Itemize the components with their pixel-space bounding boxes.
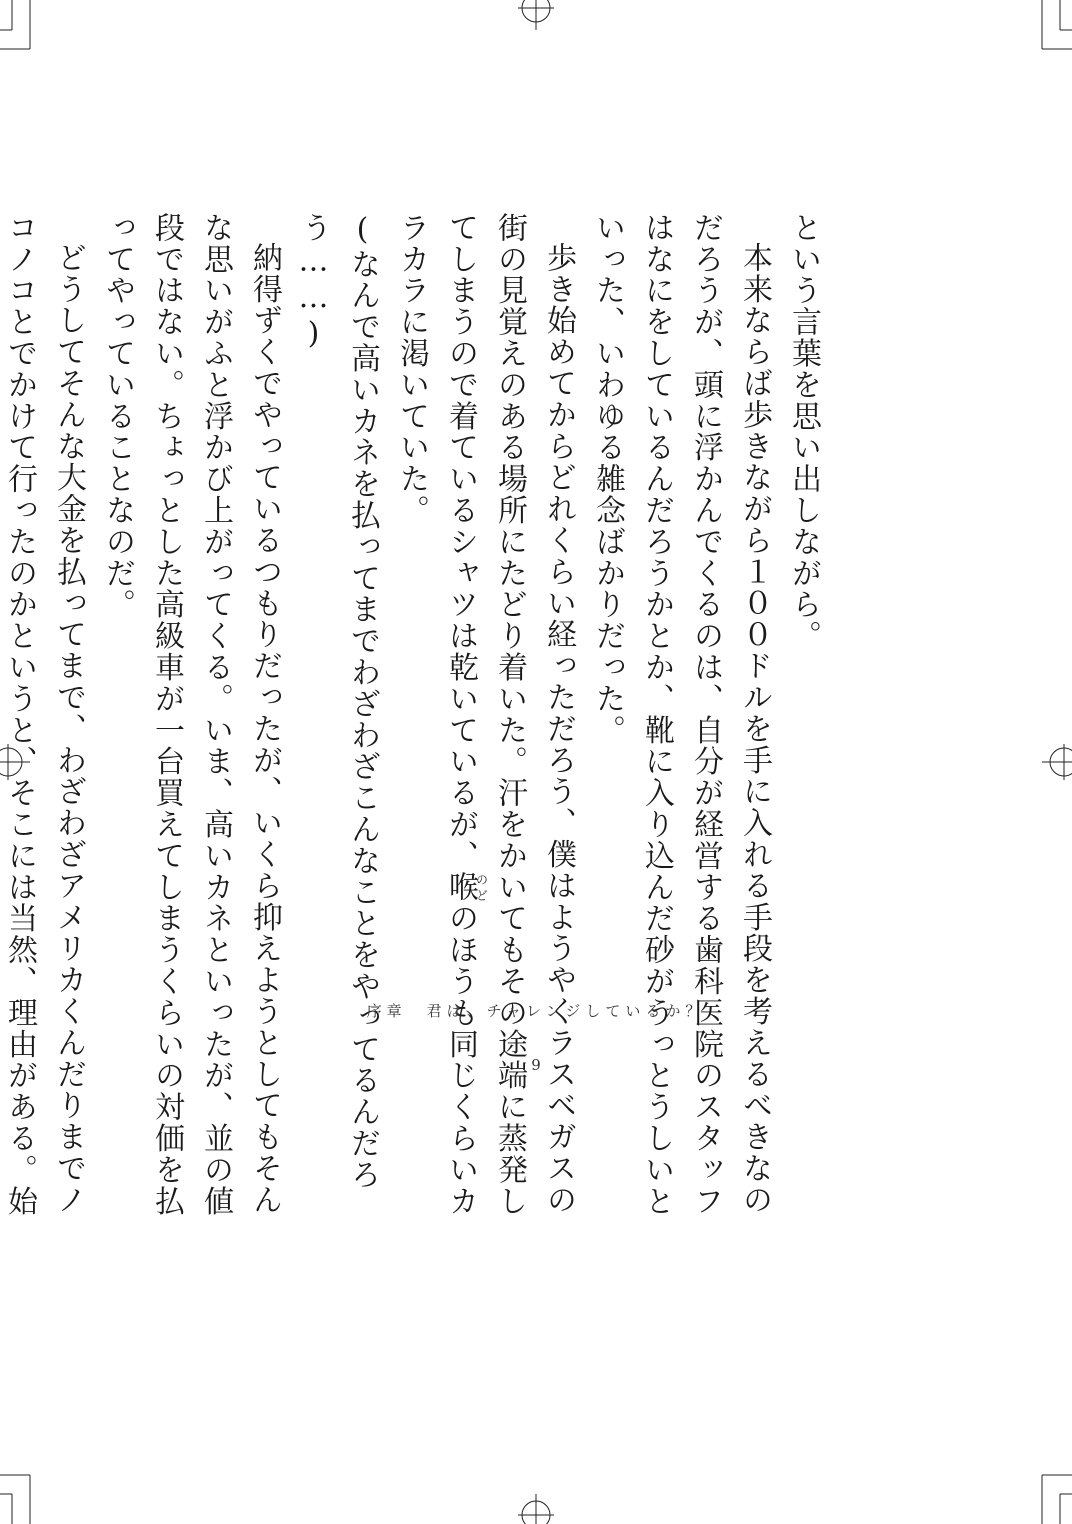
paragraph-4: (なんで高いカネを払ってまでわざわざこんなことをやってるんだろう……)	[296, 212, 380, 1191]
paragraph-5: 納得ずくでやっているつもりだったが、いくら抑えようとしてもそんな思いがふと浮かび上がってくる。いま、高いカネといったが、並の値段ではない。ちょっとした高級車が一台買えてしまうくらいの対価を払ってやっていることなのだ。	[100, 212, 282, 1217]
running-footer-chapter-title: 序章 君は、チャレンジしているか？	[366, 1002, 706, 1020]
vertical-body-text	[2, 212, 828, 1232]
paragraph-6: どうしてそんな大金を払ってまで、わざわざアメリカくんだりまでノコノコとでかけて行ったのかというと、そこには当然、理由がある。始	[2, 212, 86, 1217]
paragraph-1: という言葉を思い出しながら。	[786, 212, 821, 652]
paragraph-3: 歩き始めてからどれくらい経っただろう、僕はようやくラスベガスの街の見覚えのある場所にたどり着いた。汗をかいてもその途端に蒸発してしまうので着ているシャツは乾いているが、喉のどのほうも同じくらいカラカラに渇いていた。	[394, 212, 576, 1217]
ruby-annotation: 喉のど	[443, 871, 489, 903]
page-number: 9	[531, 1056, 541, 1074]
paragraph-2: 本来ならば歩きながら１００ドルを手に入れる手段を考えるべきなのだろうが、頭に浮かんでくるのは、自分が経営する歯科医院のスタッフはなにをしているんだろうかとか、靴に入り込んだ砂がうっとうしいといった、いわゆる雑念ばかりだった。	[590, 212, 772, 1217]
